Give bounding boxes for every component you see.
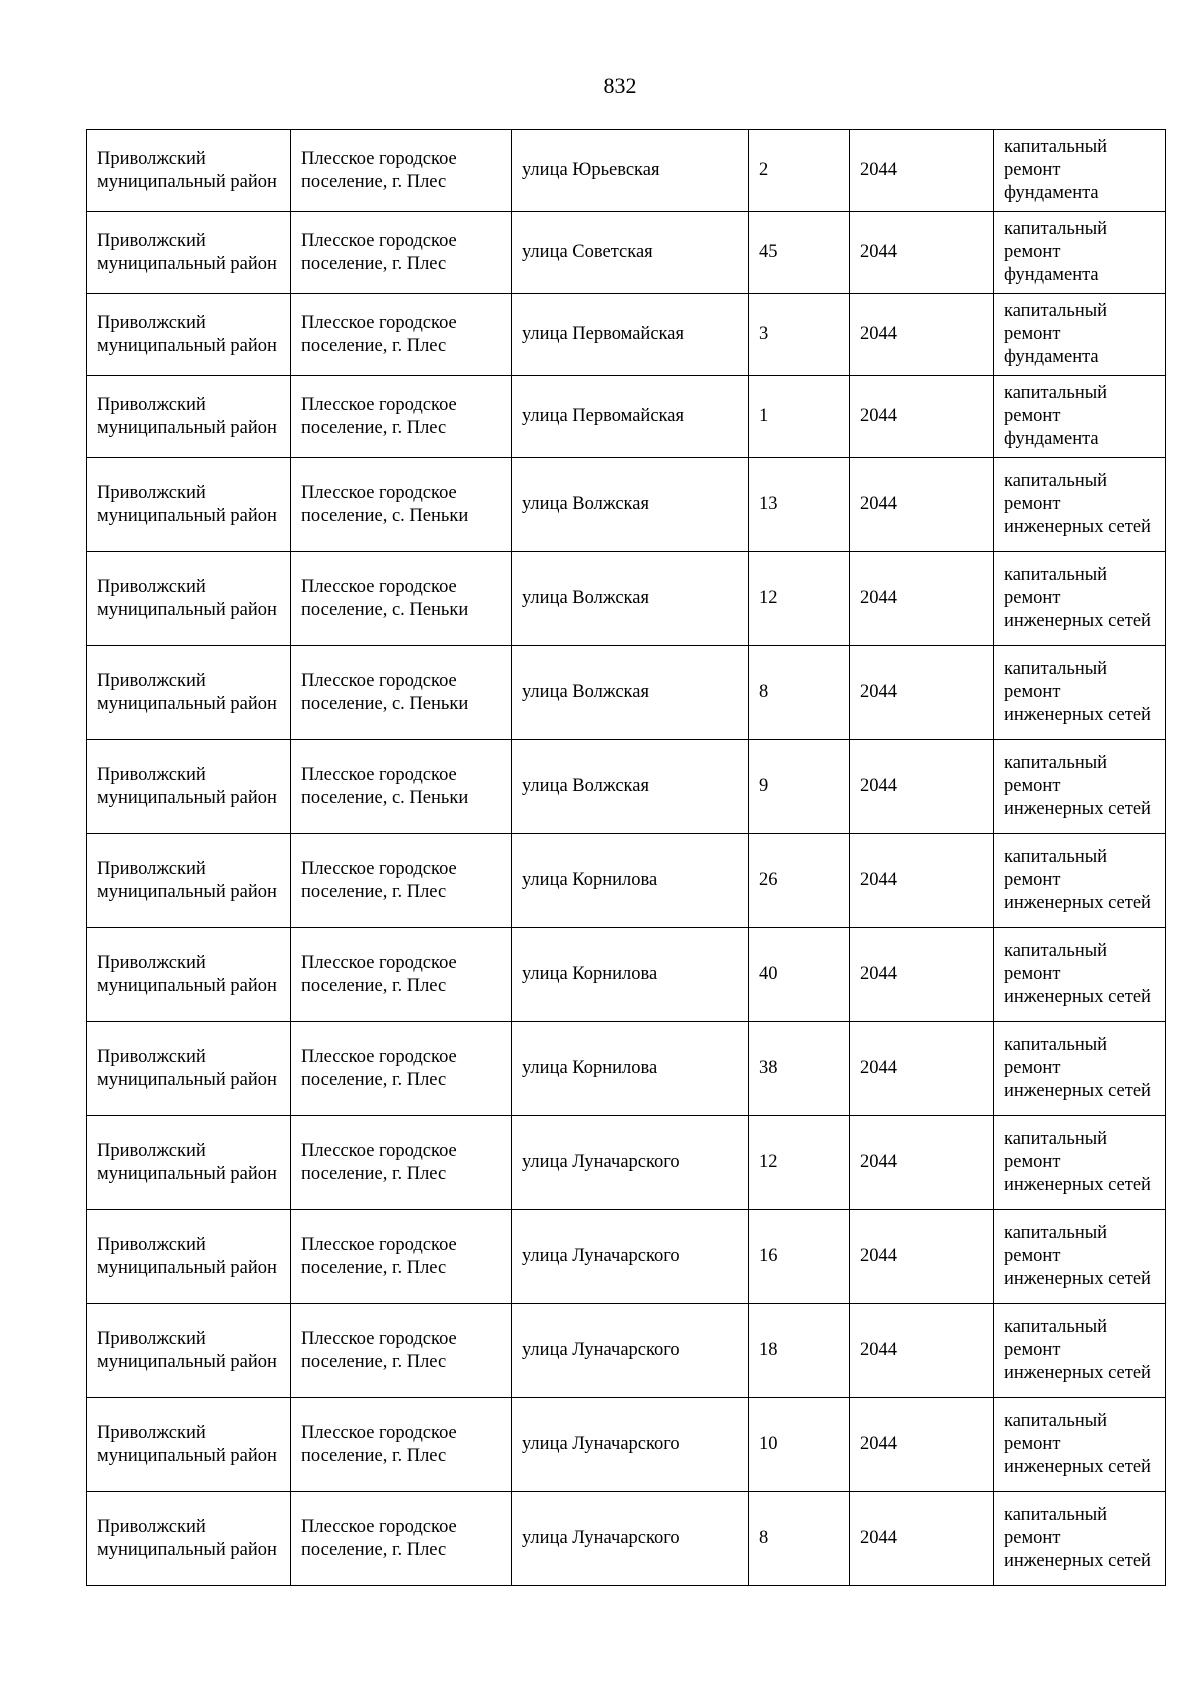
settlement-cell [291, 1398, 512, 1492]
settlement-cell-text: Плесское городское поселение, г. Плес [301, 230, 457, 274]
settlement-cell-text: Плесское городское поселение, г. Плес [301, 1046, 457, 1090]
house-number-cell-text: 18 [759, 1340, 778, 1360]
year-cell [850, 294, 994, 376]
district-cell-text: Приволжский муниципальный район [97, 858, 277, 902]
street-cell [512, 1398, 749, 1492]
table-row [87, 834, 1166, 928]
house-number-cell [749, 740, 850, 834]
work-type-cell [994, 646, 1166, 740]
year-cell-text: 2044 [860, 1528, 897, 1548]
street-cell [512, 376, 749, 458]
district-cell-text: Приволжский муниципальный район [97, 482, 277, 526]
district-cell [87, 1116, 291, 1210]
year-cell-text: 2044 [860, 1246, 897, 1266]
work-type-cell-text: капитальный ремонт инженерных сетей [1004, 1129, 1151, 1195]
work-type-cell [994, 834, 1166, 928]
year-cell [850, 1022, 994, 1116]
district-cell-text: Приволжский муниципальный район [97, 394, 277, 438]
district-cell [87, 130, 291, 212]
street-cell [512, 1492, 749, 1586]
house-number-cell-text: 40 [759, 964, 778, 984]
house-number-cell-text: 38 [759, 1058, 778, 1078]
year-cell [850, 740, 994, 834]
street-cell [512, 130, 749, 212]
street-cell [512, 294, 749, 376]
street-cell [512, 1022, 749, 1116]
district-cell [87, 458, 291, 552]
settlement-cell [291, 646, 512, 740]
settlement-cell-text: Плесское городское поселение, г. Плес [301, 394, 457, 438]
district-cell [87, 552, 291, 646]
house-number-cell-text: 16 [759, 1246, 778, 1266]
street-cell-text: улица Корнилова [522, 870, 658, 890]
house-number-cell-text: 2 [759, 160, 769, 180]
district-cell-text: Приволжский муниципальный район [97, 576, 277, 620]
year-cell-text: 2044 [860, 324, 897, 344]
street-cell [512, 1116, 749, 1210]
table-row [87, 552, 1166, 646]
table-row [87, 294, 1166, 376]
settlement-cell-text: Плесское городское поселение, г. Плес [301, 1234, 457, 1278]
work-type-cell [994, 1210, 1166, 1304]
settlement-cell-text: Плесское городское поселение, г. Плес [301, 1140, 457, 1184]
year-cell [850, 212, 994, 294]
district-cell-text: Приволжский муниципальный район [97, 1046, 277, 1090]
street-cell-text: улица Луначарского [522, 1434, 680, 1454]
settlement-cell [291, 1492, 512, 1586]
district-cell [87, 740, 291, 834]
work-type-cell [994, 928, 1166, 1022]
settlement-cell-text: Плесское городское поселение, г. Плес [301, 312, 457, 356]
settlement-cell [291, 1210, 512, 1304]
street-cell [512, 646, 749, 740]
year-cell-text: 2044 [860, 682, 897, 702]
street-cell-text: улица Волжская [522, 494, 649, 514]
house-number-cell [749, 1210, 850, 1304]
page-number: 832 [603, 73, 637, 98]
year-cell [850, 458, 994, 552]
table-row [87, 1210, 1166, 1304]
settlement-cell-text: Плесское городское поселение, г. Плес [301, 148, 457, 192]
street-cell-text: улица Первомайская [522, 406, 684, 426]
year-cell [850, 834, 994, 928]
district-cell-text: Приволжский муниципальный район [97, 148, 277, 192]
year-cell-text: 2044 [860, 160, 897, 180]
year-cell [850, 552, 994, 646]
house-number-cell [749, 1398, 850, 1492]
work-type-cell [994, 1022, 1166, 1116]
table-row [87, 376, 1166, 458]
work-type-cell [994, 212, 1166, 294]
table-row [87, 1022, 1166, 1116]
street-cell [512, 740, 749, 834]
year-cell [850, 1492, 994, 1586]
house-number-cell [749, 130, 850, 212]
house-number-cell [749, 294, 850, 376]
year-cell-text: 2044 [860, 242, 897, 262]
work-type-cell [994, 740, 1166, 834]
work-type-cell-text: капитальный ремонт фундамента [1004, 219, 1108, 285]
street-cell-text: улица Волжская [522, 776, 649, 796]
settlement-cell-text: Плесское городское поселение, г. Плес [301, 1328, 457, 1372]
year-cell-text: 2044 [860, 1058, 897, 1078]
year-cell-text: 2044 [860, 1434, 897, 1454]
table-row [87, 928, 1166, 1022]
district-cell [87, 212, 291, 294]
registry-table-body [87, 130, 1166, 1586]
district-cell-text: Приволжский муниципальный район [97, 1516, 277, 1560]
street-cell-text: улица Волжская [522, 588, 649, 608]
year-cell [850, 1398, 994, 1492]
house-number-cell [749, 646, 850, 740]
year-cell [850, 376, 994, 458]
year-cell-text: 2044 [860, 1152, 897, 1172]
district-cell-text: Приволжский муниципальный район [97, 952, 277, 996]
district-cell [87, 928, 291, 1022]
work-type-cell-text: капитальный ремонт фундамента [1004, 383, 1108, 449]
work-type-cell [994, 294, 1166, 376]
work-type-cell [994, 552, 1166, 646]
work-type-cell-text: капитальный ремонт инженерных сетей [1004, 1505, 1151, 1571]
settlement-cell-text: Плесское городское поселение, г. Плес [301, 1516, 457, 1560]
settlement-cell [291, 834, 512, 928]
settlement-cell [291, 212, 512, 294]
district-cell-text: Приволжский муниципальный район [97, 230, 277, 274]
street-cell-text: улица Волжская [522, 682, 649, 702]
settlement-cell-text: Плесское городское поселение, с. Пеньки [301, 576, 469, 620]
settlement-cell-text: Плесское городское поселение, г. Плес [301, 1422, 457, 1466]
house-number-cell [749, 928, 850, 1022]
house-number-cell-text: 13 [759, 494, 778, 514]
work-type-cell-text: капитальный ремонт инженерных сетей [1004, 753, 1151, 819]
street-cell [512, 212, 749, 294]
street-cell-text: улица Луначарского [522, 1152, 680, 1172]
work-type-cell [994, 1398, 1166, 1492]
street-cell-text: улица Советская [522, 242, 653, 262]
district-cell [87, 1398, 291, 1492]
work-type-cell [994, 458, 1166, 552]
year-cell-text: 2044 [860, 1340, 897, 1360]
settlement-cell-text: Плесское городское поселение, с. Пеньки [301, 764, 469, 808]
settlement-cell [291, 1116, 512, 1210]
district-cell [87, 294, 291, 376]
year-cell [850, 1116, 994, 1210]
street-cell [512, 1304, 749, 1398]
year-cell-text: 2044 [860, 588, 897, 608]
district-cell-text: Приволжский муниципальный район [97, 1234, 277, 1278]
street-cell [512, 928, 749, 1022]
district-cell [87, 646, 291, 740]
district-cell [87, 834, 291, 928]
house-number-cell-text: 3 [759, 324, 769, 344]
table-row [87, 646, 1166, 740]
street-cell [512, 834, 749, 928]
street-cell-text: улица Луначарского [522, 1528, 680, 1548]
district-cell [87, 1210, 291, 1304]
district-cell [87, 1492, 291, 1586]
table-row [87, 212, 1166, 294]
street-cell [512, 552, 749, 646]
settlement-cell [291, 552, 512, 646]
house-number-cell [749, 552, 850, 646]
district-cell-text: Приволжский муниципальный район [97, 1422, 277, 1466]
district-cell-text: Приволжский муниципальный район [97, 1140, 277, 1184]
work-type-cell-text: капитальный ремонт инженерных сетей [1004, 941, 1151, 1007]
house-number-cell-text: 12 [759, 1152, 778, 1172]
table-row [87, 458, 1166, 552]
settlement-cell-text: Плесское городское поселение, г. Плес [301, 952, 457, 996]
settlement-cell-text: Плесское городское поселение, г. Плес [301, 858, 457, 902]
house-number-cell-text: 8 [759, 1528, 769, 1548]
work-type-cell-text: капитальный ремонт инженерных сетей [1004, 471, 1151, 537]
street-cell-text: улица Юрьевская [522, 160, 660, 180]
settlement-cell [291, 458, 512, 552]
year-cell [850, 1210, 994, 1304]
work-type-cell [994, 1492, 1166, 1586]
house-number-cell [749, 458, 850, 552]
house-number-cell [749, 212, 850, 294]
house-number-cell [749, 1492, 850, 1586]
settlement-cell [291, 740, 512, 834]
house-number-cell-text: 9 [759, 776, 769, 796]
year-cell-text: 2044 [860, 964, 897, 984]
work-type-cell-text: капитальный ремонт инженерных сетей [1004, 1223, 1151, 1289]
year-cell [850, 1304, 994, 1398]
district-cell-text: Приволжский муниципальный район [97, 670, 277, 714]
work-type-cell [994, 376, 1166, 458]
district-cell-text: Приволжский муниципальный район [97, 312, 277, 356]
year-cell-text: 2044 [860, 406, 897, 426]
street-cell-text: улица Корнилова [522, 964, 658, 984]
registry-table [86, 129, 1166, 1586]
district-cell [87, 376, 291, 458]
district-cell [87, 1022, 291, 1116]
settlement-cell [291, 294, 512, 376]
work-type-cell-text: капитальный ремонт инженерных сетей [1004, 1035, 1151, 1101]
house-number-cell [749, 376, 850, 458]
street-cell-text: улица Первомайская [522, 324, 684, 344]
table-row [87, 740, 1166, 834]
year-cell [850, 928, 994, 1022]
street-cell-text: улица Луначарского [522, 1340, 680, 1360]
street-cell-text: улица Луначарского [522, 1246, 680, 1266]
settlement-cell [291, 928, 512, 1022]
house-number-cell [749, 834, 850, 928]
district-cell [87, 1304, 291, 1398]
settlement-cell [291, 376, 512, 458]
settlement-cell [291, 130, 512, 212]
street-cell-text: улица Корнилова [522, 1058, 658, 1078]
house-number-cell [749, 1116, 850, 1210]
table-row [87, 1492, 1166, 1586]
work-type-cell-text: капитальный ремонт инженерных сетей [1004, 659, 1151, 725]
work-type-cell-text: капитальный ремонт инженерных сетей [1004, 847, 1151, 913]
work-type-cell-text: капитальный ремонт фундамента [1004, 137, 1108, 203]
year-cell-text: 2044 [860, 870, 897, 890]
house-number-cell-text: 26 [759, 870, 778, 890]
year-cell-text: 2044 [860, 776, 897, 796]
work-type-cell-text: капитальный ремонт инженерных сетей [1004, 1317, 1151, 1383]
work-type-cell [994, 130, 1166, 212]
year-cell [850, 130, 994, 212]
settlement-cell [291, 1304, 512, 1398]
year-cell-text: 2044 [860, 494, 897, 514]
street-cell [512, 458, 749, 552]
work-type-cell [994, 1304, 1166, 1398]
house-number-cell [749, 1304, 850, 1398]
table-row [87, 1116, 1166, 1210]
house-number-cell-text: 12 [759, 588, 778, 608]
table-row [87, 1398, 1166, 1492]
work-type-cell-text: капитальный ремонт фундамента [1004, 301, 1108, 367]
table-row [87, 1304, 1166, 1398]
work-type-cell-text: капитальный ремонт инженерных сетей [1004, 1411, 1151, 1477]
settlement-cell [291, 1022, 512, 1116]
district-cell-text: Приволжский муниципальный район [97, 1328, 277, 1372]
house-number-cell-text: 10 [759, 1434, 778, 1454]
house-number-cell-text: 8 [759, 682, 769, 702]
district-cell-text: Приволжский муниципальный район [97, 764, 277, 808]
work-type-cell [994, 1116, 1166, 1210]
street-cell [512, 1210, 749, 1304]
settlement-cell-text: Плесское городское поселение, с. Пеньки [301, 482, 469, 526]
house-number-cell-text: 45 [759, 242, 778, 262]
settlement-cell-text: Плесское городское поселение, с. Пеньки [301, 670, 469, 714]
work-type-cell-text: капитальный ремонт инженерных сетей [1004, 565, 1151, 631]
table-row [87, 130, 1166, 212]
house-number-cell-text: 1 [759, 406, 769, 426]
year-cell [850, 646, 994, 740]
house-number-cell [749, 1022, 850, 1116]
